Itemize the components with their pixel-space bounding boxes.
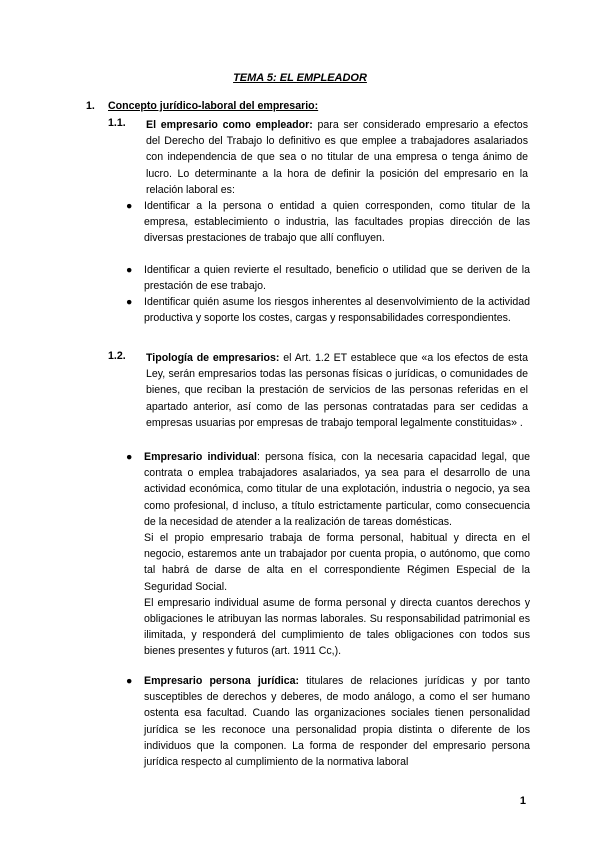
bullet-paragraph: : persona física, con la necesaria capacidad legal, que contrata o emplea trabajadores asalariados, ya sea para el desarrollo de una actividad económica, como titular de una explotación, industria o negocio, ya sea como profesional, d incluso, a título estrictamente particular, como consecuencia de la necesidad de atender a la realización de tareas domésticas. [144, 451, 530, 528]
bullet-icon: ● [126, 296, 133, 308]
bullet-label: Empresario individual [144, 451, 257, 463]
bullet-text [144, 673, 530, 770]
subsection-1-1-body: para ser considerado empresario a efectos del Derecho del Trabajo lo definitivo es que emplee a trabajadores asalariados con independencia de que sea o no titular de una empresa o tenga ánimo de lucro. Lo determinante a la hora de definir la posición del empresario en la relación laboral es: [146, 119, 528, 196]
subsection-1-2-body: el Art. 1.2 ET establece que «a los efectos de esta Ley, serán empresarios todas las personas físicas o jurídicas, o comunidades de bienes, que reciban la prestación de servicios de las personas referidas en el apartado anterior, así como de las personas contratadas para ser cedidas a empresas usuarias por empresas de trabajo temporal legalmente constituidas» . [146, 352, 529, 429]
bullet-paragraph: Si el propio empresario trabaja de forma personal, habitual y directa en el negocio, estaremos ante un trabajador por cuenta propia, o autónomo, que como tal habrá de darse de alta en el correspondiente Régimen Especial de la Seguridad Social. [144, 532, 530, 593]
bullet-icon: ● [126, 264, 133, 276]
subsection-1-2-label: Tipología de empresarios: [146, 352, 280, 364]
bullet-text: Identificar a la persona o entidad a quien corresponden, como titular de la empresa, establecimiento o industria, las facultades propias dirección de las diversas prestaciones de trabajo que allí confluyen. [144, 200, 530, 245]
bullet-text [144, 449, 530, 660]
bullet-paragraph: titulares de relaciones jurídicas y por tanto susceptibles de derechos y deberes, de modo análogo, a como el ser humano ostenta esa facultad. Cuando las organizaciones sociales tienen personalidad jurídica se les reconoce una personalidad propia distinta o diferente de los individuos que la componen. La forma de responder del empresario persona jurídica respecto al cumplimiento de la normativa laboral [144, 675, 530, 769]
subsection-1-1-number: 1.1. [108, 117, 126, 129]
bullet-text: Identificar a quien revierte el resultado, beneficio o utilidad que se deriven de la prestación de ese trabajo. [144, 264, 530, 293]
subsection-1-1-text [146, 117, 528, 198]
subsection-1-2-text [146, 350, 528, 431]
subsection-1-1-label: El empresario como empleador: [146, 119, 313, 131]
bullet-text: Identificar quién asume los riesgos inherentes al desenvolvimiento de la actividad productiva y soporte los costes, cargas y responsabilidades correspondientes. [144, 296, 530, 325]
subsection-1-2-number: 1.2. [108, 350, 126, 362]
section-1-heading: Concepto jurídico-laboral del empresario: [108, 100, 319, 112]
bullet-icon: ● [126, 451, 133, 463]
bullet-icon: ● [126, 675, 133, 687]
bullet-label: Empresario persona jurídica: [144, 675, 300, 687]
page-number: 1 [519, 795, 526, 807]
section-1-number: 1. [86, 100, 95, 112]
page-title: TEMA 5: EL EMPLEADOR [233, 72, 367, 84]
bullet-icon: ● [126, 200, 133, 212]
bullet-paragraph: El empresario individual asume de forma personal y directa cuantos derechos y obligaciones le atribuyan las normas laborales. Su responsabilidad patrimonial es ilimitada, y responderá del cumplimiento de tales obligaciones con todos sus bienes presentes y futuros (art. 1911 Cc,). [144, 596, 530, 658]
